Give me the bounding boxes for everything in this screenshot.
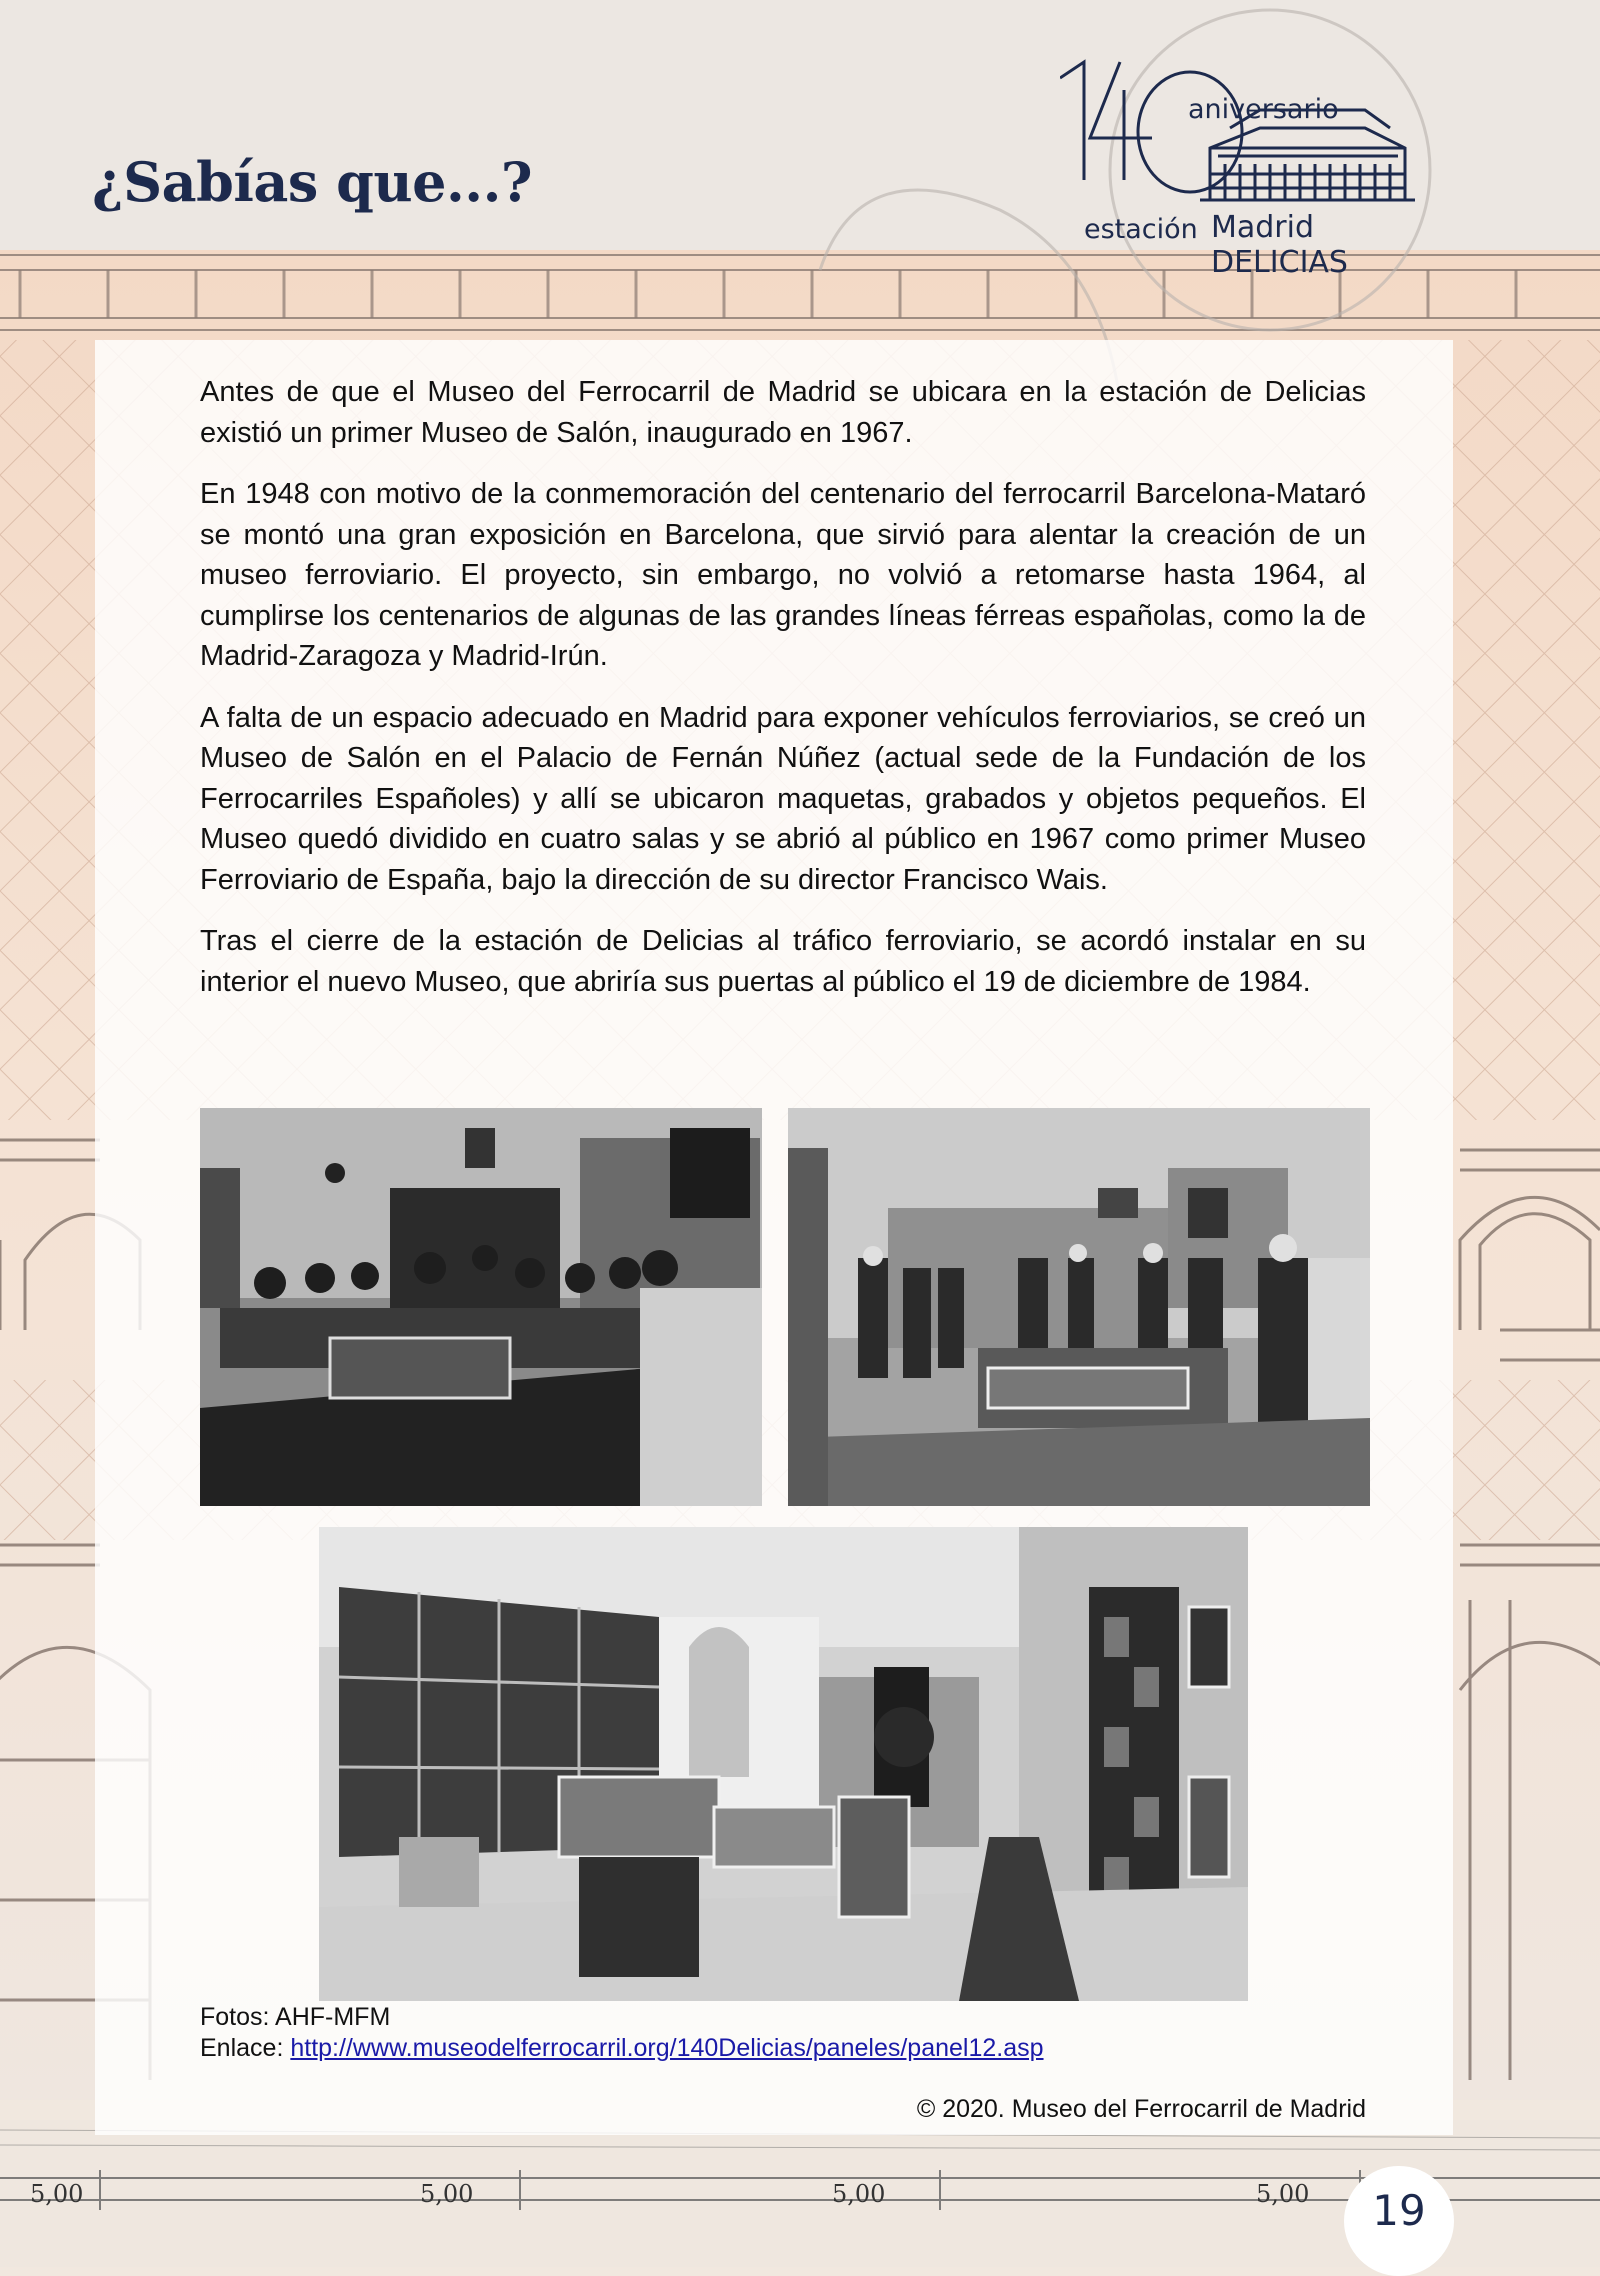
link-label: Enlace: bbox=[200, 2034, 291, 2062]
panel-link[interactable]: http://www.museodelferrocarril.org/140Delicias/paneles/panel12.asp bbox=[290, 2034, 1044, 2062]
page-number-badge bbox=[1344, 2166, 1454, 2276]
logo-madrid-delicias-text: Madrid DELICIAS bbox=[1211, 210, 1348, 280]
copyright-notice: © 2020. Museo del Ferrocarril de Madrid bbox=[916, 2095, 1366, 2123]
link-line bbox=[200, 2034, 1044, 2063]
page-title: ¿Sabías que...? bbox=[92, 150, 533, 214]
photo-museum-interior bbox=[319, 1527, 1248, 2001]
page-number: 19 bbox=[1372, 2186, 1426, 2235]
anniversary-logo bbox=[1060, 50, 1460, 280]
photo-credits: Fotos: AHF-MFM bbox=[200, 2003, 391, 2031]
paragraph-1: Antes de que el Museo del Ferrocarril de Madrid se ubicara en la estación de Delicias existió un primer Museo de Salón, inaugurado en 1967. bbox=[200, 376, 1366, 449]
paragraph-4: Tras el cierre de la estación de Delicias al tráfico ferroviario, se acordó instalar en su interior el nuevo Museo, que abriría sus puertas al público el 19 de diciembre de 1984. bbox=[200, 925, 1366, 998]
paragraph-2: En 1948 con motivo de la conmemoración del centenario del ferrocarril Barcelona-Mataró se montó una gran exposición en Barcelona, que sirvió para alentar la creación de un museo ferroviario. El proyecto, sin embargo, no volvió a retomarse hasta 1964, al cumplirse los centenarios de algunas de las grandes líneas férreas españolas, como la de Madrid-Zaragoza y Madrid-Irún. bbox=[200, 478, 1366, 672]
photo-visitors-exhibition-hall bbox=[788, 1108, 1370, 1506]
dimension-label-2: 5,00 bbox=[420, 2180, 474, 2208]
article-body bbox=[200, 372, 1366, 1023]
logo-estacion-text: estación bbox=[1084, 214, 1198, 245]
logo-aniversario-text: aniversario bbox=[1188, 94, 1339, 125]
photo-children-visiting-museum bbox=[200, 1108, 762, 1506]
paragraph-3: A falta de un espacio adecuado en Madrid para exponer vehículos ferroviarios, se creó un Museo de Salón en el Palacio de Fernán Núñez (actual sede de la Fundación de los Ferrocarriles Españoles) y allí se ubicaron maquetas, grabados y objetos pequeños. El Museo quedó dividido en cuatro salas y se abrió al público en 1967 como primer Museo Ferroviario de España, bajo la dirección de su director Francisco Wais. bbox=[200, 701, 1366, 896]
dimension-label-1: 5,00 bbox=[30, 2180, 84, 2208]
dimension-label-4: 5,00 bbox=[1256, 2180, 1310, 2208]
dimension-label-3: 5,00 bbox=[832, 2180, 886, 2208]
